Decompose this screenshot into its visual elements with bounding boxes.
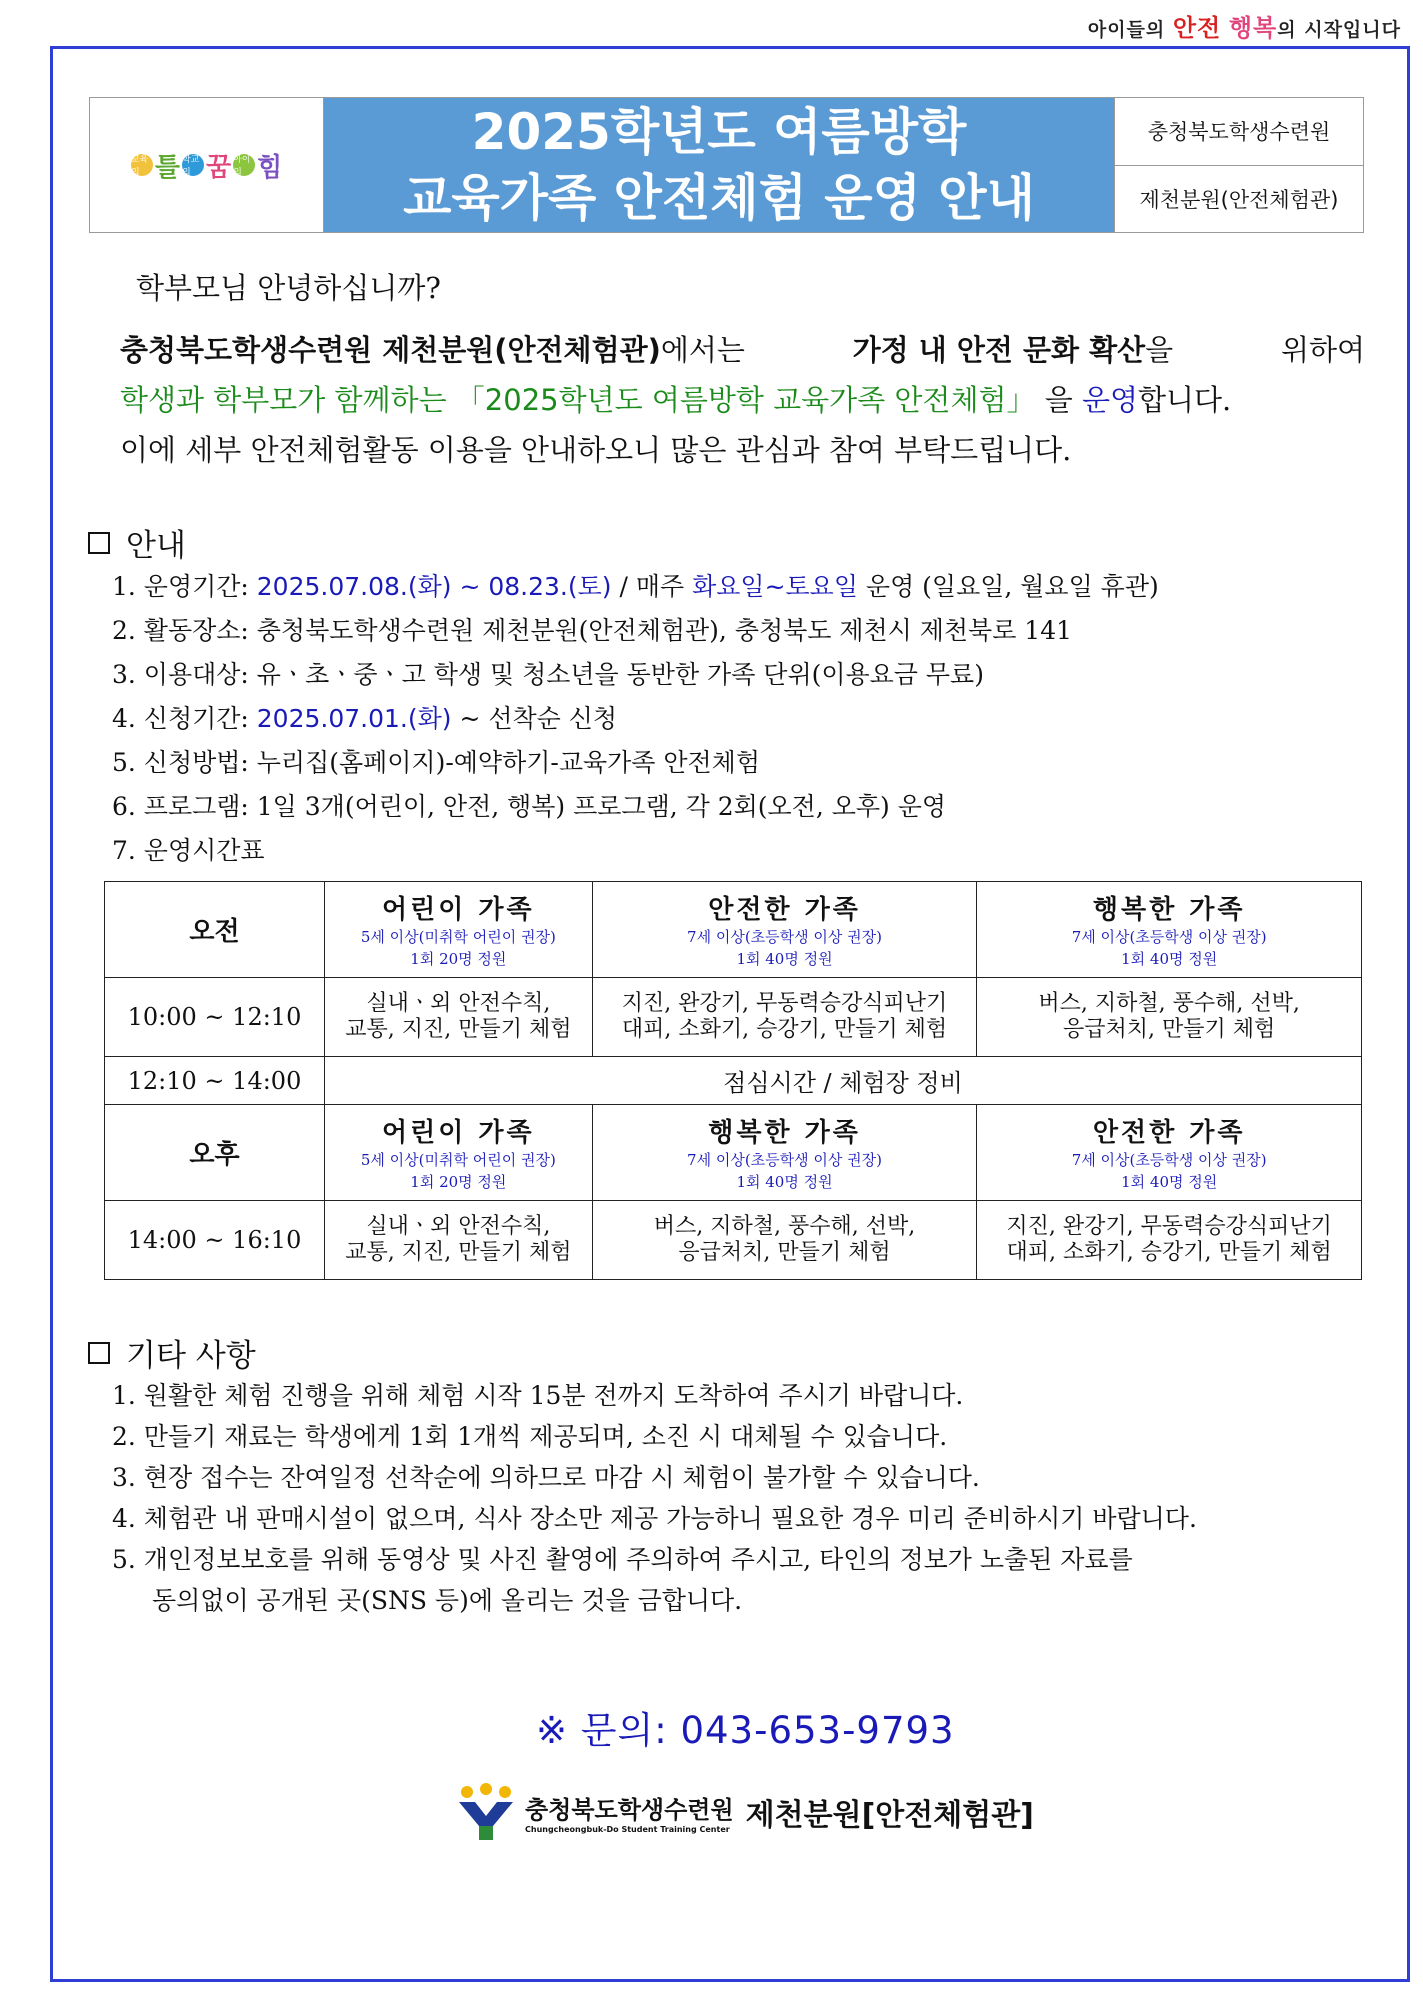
logo-word: 학교의 (182, 154, 204, 176)
section-title: 기타 사항 (126, 1338, 256, 1374)
intro-paragraph (120, 325, 1365, 475)
logo-word: 교육의 (131, 154, 153, 176)
etc-item: 3. 현장 접수는 잔여일정 선착순에 의하므로 마감 시 체험이 불가할 수 있습니다. (112, 1463, 980, 1492)
info-item: 3. 이용대상: 유ㆍ초ㆍ중ㆍ고 학생 및 청소년을 동반한 가족 단위(이용요금 무료) (112, 660, 984, 689)
etc-item: 5. 개인정보보호를 위해 동영상 및 사진 촬영에 주의하여 주시고, 타인의 정보가 노출된 자료를 (112, 1545, 1133, 1574)
program-header-happy: 행복한 가족 7세 이상(초등학생 이상 권장) 1회 40명 정원 (592, 1105, 977, 1201)
intro-purpose: 가정 내 안전 문화 확산 (852, 333, 1146, 367)
program-header-happy: 행복한 가족 7세 이상(초등학생 이상 권장) 1회 40명 정원 (977, 882, 1362, 978)
title-line-2: 교육가족 안전체험 운영 안내 (403, 169, 1035, 227)
table-row (105, 882, 1362, 978)
logo-char: 꿈 (205, 152, 232, 183)
section-title: 안내 (126, 528, 186, 564)
org-logo-icon (455, 1782, 517, 1842)
time-cell: 12:10 ~ 14:00 (105, 1057, 325, 1105)
etc-item: 4. 체험관 내 판매시설이 없으며, 식사 장소만 제공 가능하니 필요한 경우 미리 준비하시기 바랍니다. (112, 1504, 1197, 1533)
activity-cell: 실내ㆍ외 안전수칙, 교통, 지진, 만들기 체험 (325, 1201, 593, 1280)
section-etc (88, 1330, 256, 1375)
intro-text: 합니다. (1137, 383, 1232, 417)
logo-char: 틀 (154, 152, 180, 183)
activity-cell: 버스, 지하철, 풍수해, 선박, 응급처치, 만들기 체험 (592, 1201, 977, 1280)
etc-item: 동의없이 공개된 곳(SNS 등)에 올리는 것을 금합니다. (152, 1586, 743, 1615)
activity-cell: 지진, 완강기, 무동력승강식피난기 대피, 소화기, 승강기, 만들기 체험 (977, 1201, 1362, 1280)
intro-text: 을 (1035, 383, 1082, 417)
footer-org-english: Chungcheongbuk-Do Student Training Center (525, 1825, 730, 1834)
intro-text: 을 (1145, 333, 1174, 367)
etc-item: 1. 원활한 체험 진행을 위해 체험 시작 15분 전까지 도착하여 주시기 바랍니다. (112, 1381, 964, 1410)
lunch-cell: 점심시간 / 체험장 정비 (325, 1057, 1362, 1105)
program-header-child: 어린이 가족 5세 이상(미취학 어린이 권장) 1회 20명 정원 (325, 882, 593, 978)
program-header-child: 어린이 가족 5세 이상(미취학 어린이 권장) 1회 20명 정원 (325, 1105, 593, 1201)
page-title (324, 98, 1114, 232)
intro-operate: 운영 (1081, 383, 1138, 417)
program-header-safe: 안전한 가족 7세 이상(초등학생 이상 권장) 1회 40명 정원 (977, 1105, 1362, 1201)
info-item: 7. 운영시간표 (112, 836, 265, 865)
table-row (105, 1057, 1362, 1105)
footer-branch-name: 제천분원[안전체험관] (745, 1798, 1034, 1833)
intro-line-2 (120, 375, 1365, 425)
footer-org-name: 충청북도학생수련원 (525, 1796, 734, 1824)
slogan-safety: 안전 (1172, 14, 1222, 42)
table-row (105, 1105, 1362, 1201)
title-line-1: 2025학년도 여름방학 (471, 103, 967, 161)
slogan-part: 아이들의 (1087, 19, 1173, 41)
branch-name: 제천분원(안전체험관) (1139, 187, 1339, 212)
activity-cell: 버스, 지하철, 풍수해, 선박, 응급처치, 만들기 체험 (977, 978, 1362, 1057)
slogan-happiness: 행복 (1228, 14, 1278, 42)
table-row (105, 978, 1362, 1057)
intro-text: 위하여 (1280, 333, 1365, 367)
checkbox-square-icon (88, 532, 110, 554)
etc-item: 2. 만들기 재료는 학생에게 1회 1개씩 제공되며, 소진 시 대체될 수 있습니다. (112, 1422, 948, 1451)
afternoon-label: 오후 (105, 1105, 325, 1201)
intro-program: 학생과 학부모가 함께하는 「2025학년도 여름방학 교육가족 안전체험」 (120, 383, 1036, 417)
schedule-table (104, 881, 1362, 1280)
info-item: 4. 신청기간: 2025.07.01.(화) ~ 선착순 신청 (112, 704, 618, 733)
program-header-safe: 안전한 가족 7세 이상(초등학생 이상 권장) 1회 40명 정원 (592, 882, 977, 978)
header-org (1114, 98, 1363, 232)
greeting: 학부모님 안녕하십니까? (136, 271, 441, 305)
activity-cell: 실내ㆍ외 안전수칙, 교통, 지진, 만들기 체험 (325, 978, 593, 1057)
info-item: 2. 활동장소: 충청북도학생수련원 제천분원(안전체험관), 충청북도 제천시 제천북로 141 (112, 616, 1073, 645)
info-item: 1. 운영기간: 2025.07.08.(화) ~ 08.23.(토) / 매주 화요일~토요일 운영 (일요일, 월요일 휴관) (112, 572, 1159, 601)
logo-char: 힘 (257, 152, 283, 183)
header (89, 97, 1364, 233)
info-item: 5. 신청방법: 누리집(홈페이지)-예약하기-교육가족 안전체험 (112, 748, 760, 777)
logo (90, 98, 324, 232)
slogan-space (1221, 19, 1229, 41)
operating-days: 화요일~토요일 (692, 572, 858, 601)
footer (455, 1782, 1034, 1842)
section-guide (88, 520, 186, 565)
time-cell: 14:00 ~ 16:10 (105, 1201, 325, 1280)
logo-word: 아이의 (233, 154, 255, 176)
table-row (105, 1201, 1362, 1280)
slogan (1088, 8, 1401, 43)
period-dates: 2025.07.08.(화) ~ 08.23.(토) (256, 572, 612, 601)
info-list (112, 565, 1159, 873)
info-item: 6. 프로그램: 1일 3개(어린이, 안전, 행복) 프로그램, 각 2회(오전, 오후) 운영 (112, 792, 947, 821)
morning-label: 오전 (105, 882, 325, 978)
intro-org: 충청북도학생수련원 제천분원(안전체험관) (120, 333, 661, 367)
intro-text: 에서는 (660, 333, 745, 367)
intro-line-1 (120, 325, 1365, 375)
activity-cell: 지진, 완강기, 무동력승강식피난기 대피, 소화기, 승강기, 만들기 체험 (592, 978, 977, 1057)
contact-info: ※ 문의: 043-653-9793 (536, 1709, 955, 1752)
etc-list (112, 1375, 1197, 1621)
application-date: 2025.07.01.(화) (256, 704, 452, 733)
footer-org (525, 1790, 734, 1834)
checkbox-square-icon (88, 1342, 110, 1364)
slogan-tail: 의 시작입니다 (1277, 19, 1401, 41)
time-cell: 10:00 ~ 12:10 (105, 978, 325, 1057)
intro-line-3: 이에 세부 안전체험활동 이용을 안내하오니 많은 관심과 참여 부탁드립니다. (120, 433, 1072, 467)
org-name: 충청북도학생수련원 (1115, 98, 1363, 166)
